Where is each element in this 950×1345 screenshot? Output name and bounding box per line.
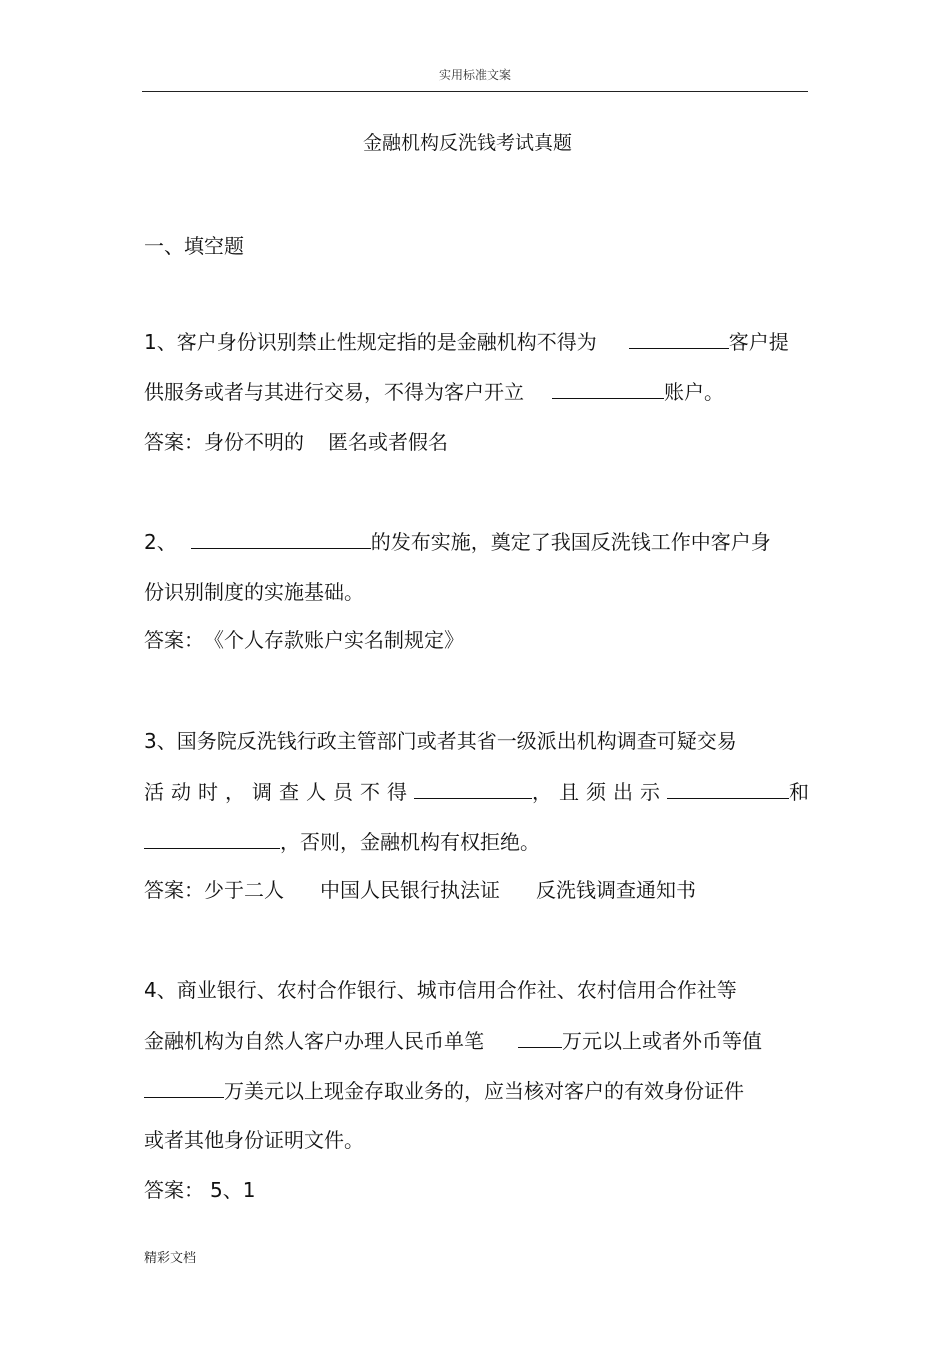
q3-line-1: [144, 727, 737, 755]
q4-line-4: [144, 1126, 364, 1154]
q2-line-1: [144, 528, 771, 556]
q4-line-3: [144, 1077, 744, 1105]
q3-text: 3、国务院反洗钱行政主管部门或者其省一级派出机构调查可疑交易: [144, 729, 737, 753]
q2-text: 份识别制度的实施基础。: [144, 580, 364, 604]
q1-text: 1、客户身份识别禁止性规定指的是金融机构不得为: [144, 330, 597, 354]
q1-blank-1: [629, 330, 729, 349]
q1-line-2: [144, 378, 724, 406]
q4-text: 4、商业银行、农村合作银行、城市信用合作社、农村信用合作社等: [144, 978, 737, 1002]
answer-value: 中国人民银行执法证: [320, 878, 500, 902]
answer-label: 答案：: [144, 430, 204, 454]
q3-text: ，且须出示: [532, 780, 667, 804]
answer-value: 5、1: [210, 1178, 256, 1202]
q3-answer: [144, 876, 696, 904]
answer-label: 答案：: [144, 878, 204, 902]
q1-answer: [144, 428, 448, 456]
answer-value: 少于二人: [204, 878, 284, 902]
page-title: 金融机构反洗钱考试真题: [362, 132, 572, 154]
q2-blank-1: [191, 530, 371, 549]
q1-text: 账户。: [664, 380, 724, 404]
q3-blank-1: [414, 780, 532, 799]
q1-line-1: [144, 328, 789, 356]
answer-value: 身份不明的: [204, 430, 304, 454]
q3-blank-3: [144, 830, 280, 849]
answer-value: 匿名或者假名: [328, 430, 448, 454]
q4-text: 万美元以上现金存取业务的，应当核对客户的有效身份证件: [224, 1079, 744, 1103]
section-heading: 一、填空题: [144, 234, 244, 258]
q3-line-2: [144, 778, 809, 806]
q4-blank-1: [518, 1029, 562, 1048]
q2-line-2: [144, 578, 364, 606]
q4-line-1: [144, 976, 737, 1004]
q3-line-3: [144, 828, 540, 856]
q2-text: 2、: [144, 530, 177, 554]
q4-blank-2: [144, 1079, 224, 1098]
q1-blank-2: [552, 380, 664, 399]
footer-label: 精彩文档: [144, 1251, 197, 1266]
answer-value: 反洗钱调查通知书: [536, 878, 696, 902]
answer-label: 答案：: [144, 628, 204, 652]
q1-text: 供服务或者与其进行交易，不得为客户开立: [144, 380, 524, 404]
answer-label: 答案：: [144, 1178, 204, 1202]
header-label: 实用标准文案: [438, 68, 511, 82]
q2-answer: [144, 626, 464, 654]
q2-text: 的发布实施，奠定了我国反洗钱工作中客户身: [370, 530, 771, 554]
header-divider: [142, 91, 808, 92]
q4-text: 或者其他身份证明文件。: [144, 1128, 364, 1152]
q4-answer: [144, 1176, 255, 1204]
q4-text: 金融机构为自然人客户办理人民币单笔: [144, 1029, 484, 1053]
q3-text: 活动时，调查人员不得: [144, 780, 414, 804]
q1-text: 客户提: [728, 330, 789, 354]
q4-text: 万元以上或者外币等值: [562, 1029, 762, 1053]
answer-value: 《个人存款账户实名制规定》: [204, 628, 464, 652]
q3-text: 和: [789, 780, 809, 804]
q3-blank-2: [667, 780, 789, 799]
q3-text: ，否则，金融机构有权拒绝。: [280, 830, 540, 854]
q4-line-2: [144, 1027, 762, 1055]
